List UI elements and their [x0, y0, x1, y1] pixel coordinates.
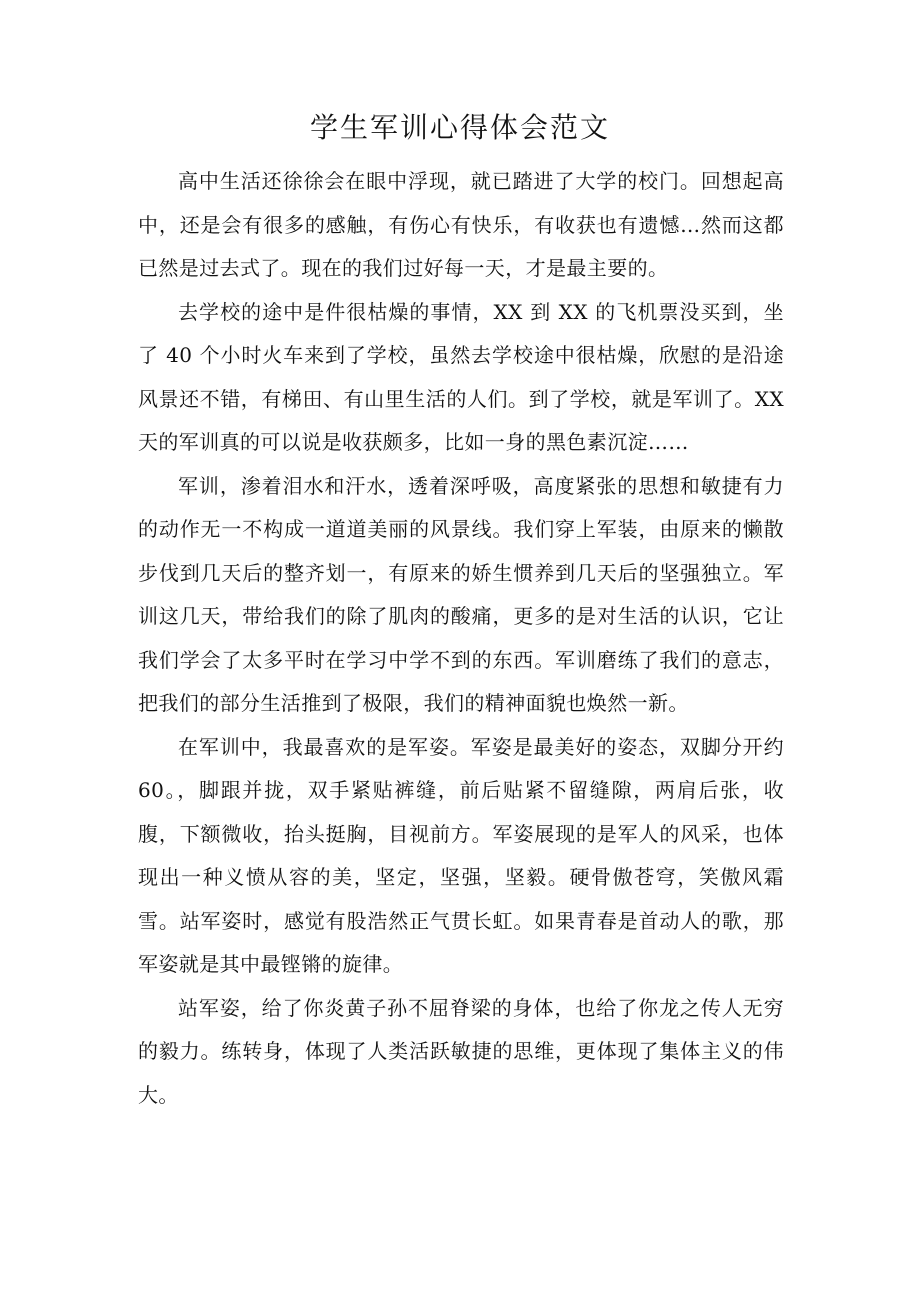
paragraph-2: 去学校的途中是件很枯燥的事情，XX 到 XX 的飞机票没买到，坐了 40 个小时火车来到了学校，虽然去学校途中很枯燥，欣慰的是沿途风景还不错，有梯田、有山里生活的人们。到了学校，就是军训了。XX 天的军训真的可以说是收获颇多，比如一身的黑色素沉淀…… [138, 299, 784, 454]
document-title: 学生军训心得体会范文 [309, 111, 610, 144]
paragraph-4: 在军训中，我最喜欢的是军姿。军姿是最美好的姿态，双脚分开约 60。，脚跟并拢，双手紧贴裤缝，前后贴紧不留缝隙，两肩后张，收腹，下额微收，抬头挺胸，目视前方。军姿展现的是军人的风采，也体现出一种义愤从容的美，坚定，坚强，坚毅。硬骨傲苍穹，笑傲风霜雪。站军姿时，感觉有股浩然正气贯长虹。如果青春是首动人的歌，那军姿就是其中最铿锵的旋律。 [138, 734, 784, 976]
paragraph-5: 站军姿，给了你炎黄子孙不屈脊梁的身体，也给了你龙之传人无穷的毅力。练转身，体现了人类活跃敏捷的思维，更体现了集体主义的伟大。 [138, 995, 784, 1107]
paragraph-3: 军训，渗着泪水和汗水，透着深呼吸，高度紧张的思想和敏捷有力的动作无一不构成一道道美丽的风景线。我们穿上军装，由原来的懒散步伐到几天后的整齐划一，有原来的娇生惯养到几天后的坚强独立。军训这几天，带给我们的除了肌肉的酸痛，更多的是对生活的认识，它让我们学会了太多平时在学习中学不到的东西。军训磨练了我们的意志，把我们的部分生活推到了极限，我们的精神面貌也焕然一新。 [138, 473, 784, 715]
document-body [138, 160, 784, 1117]
paragraph-1: 高中生活还徐徐会在眼中浮现，就已踏进了大学的校门。回想起高中，还是会有很多的感触，有伤心有快乐，有收获也有遗憾…然而这都已然是过去式了。现在的我们过好每一天，才是最主要的。 [138, 169, 784, 280]
